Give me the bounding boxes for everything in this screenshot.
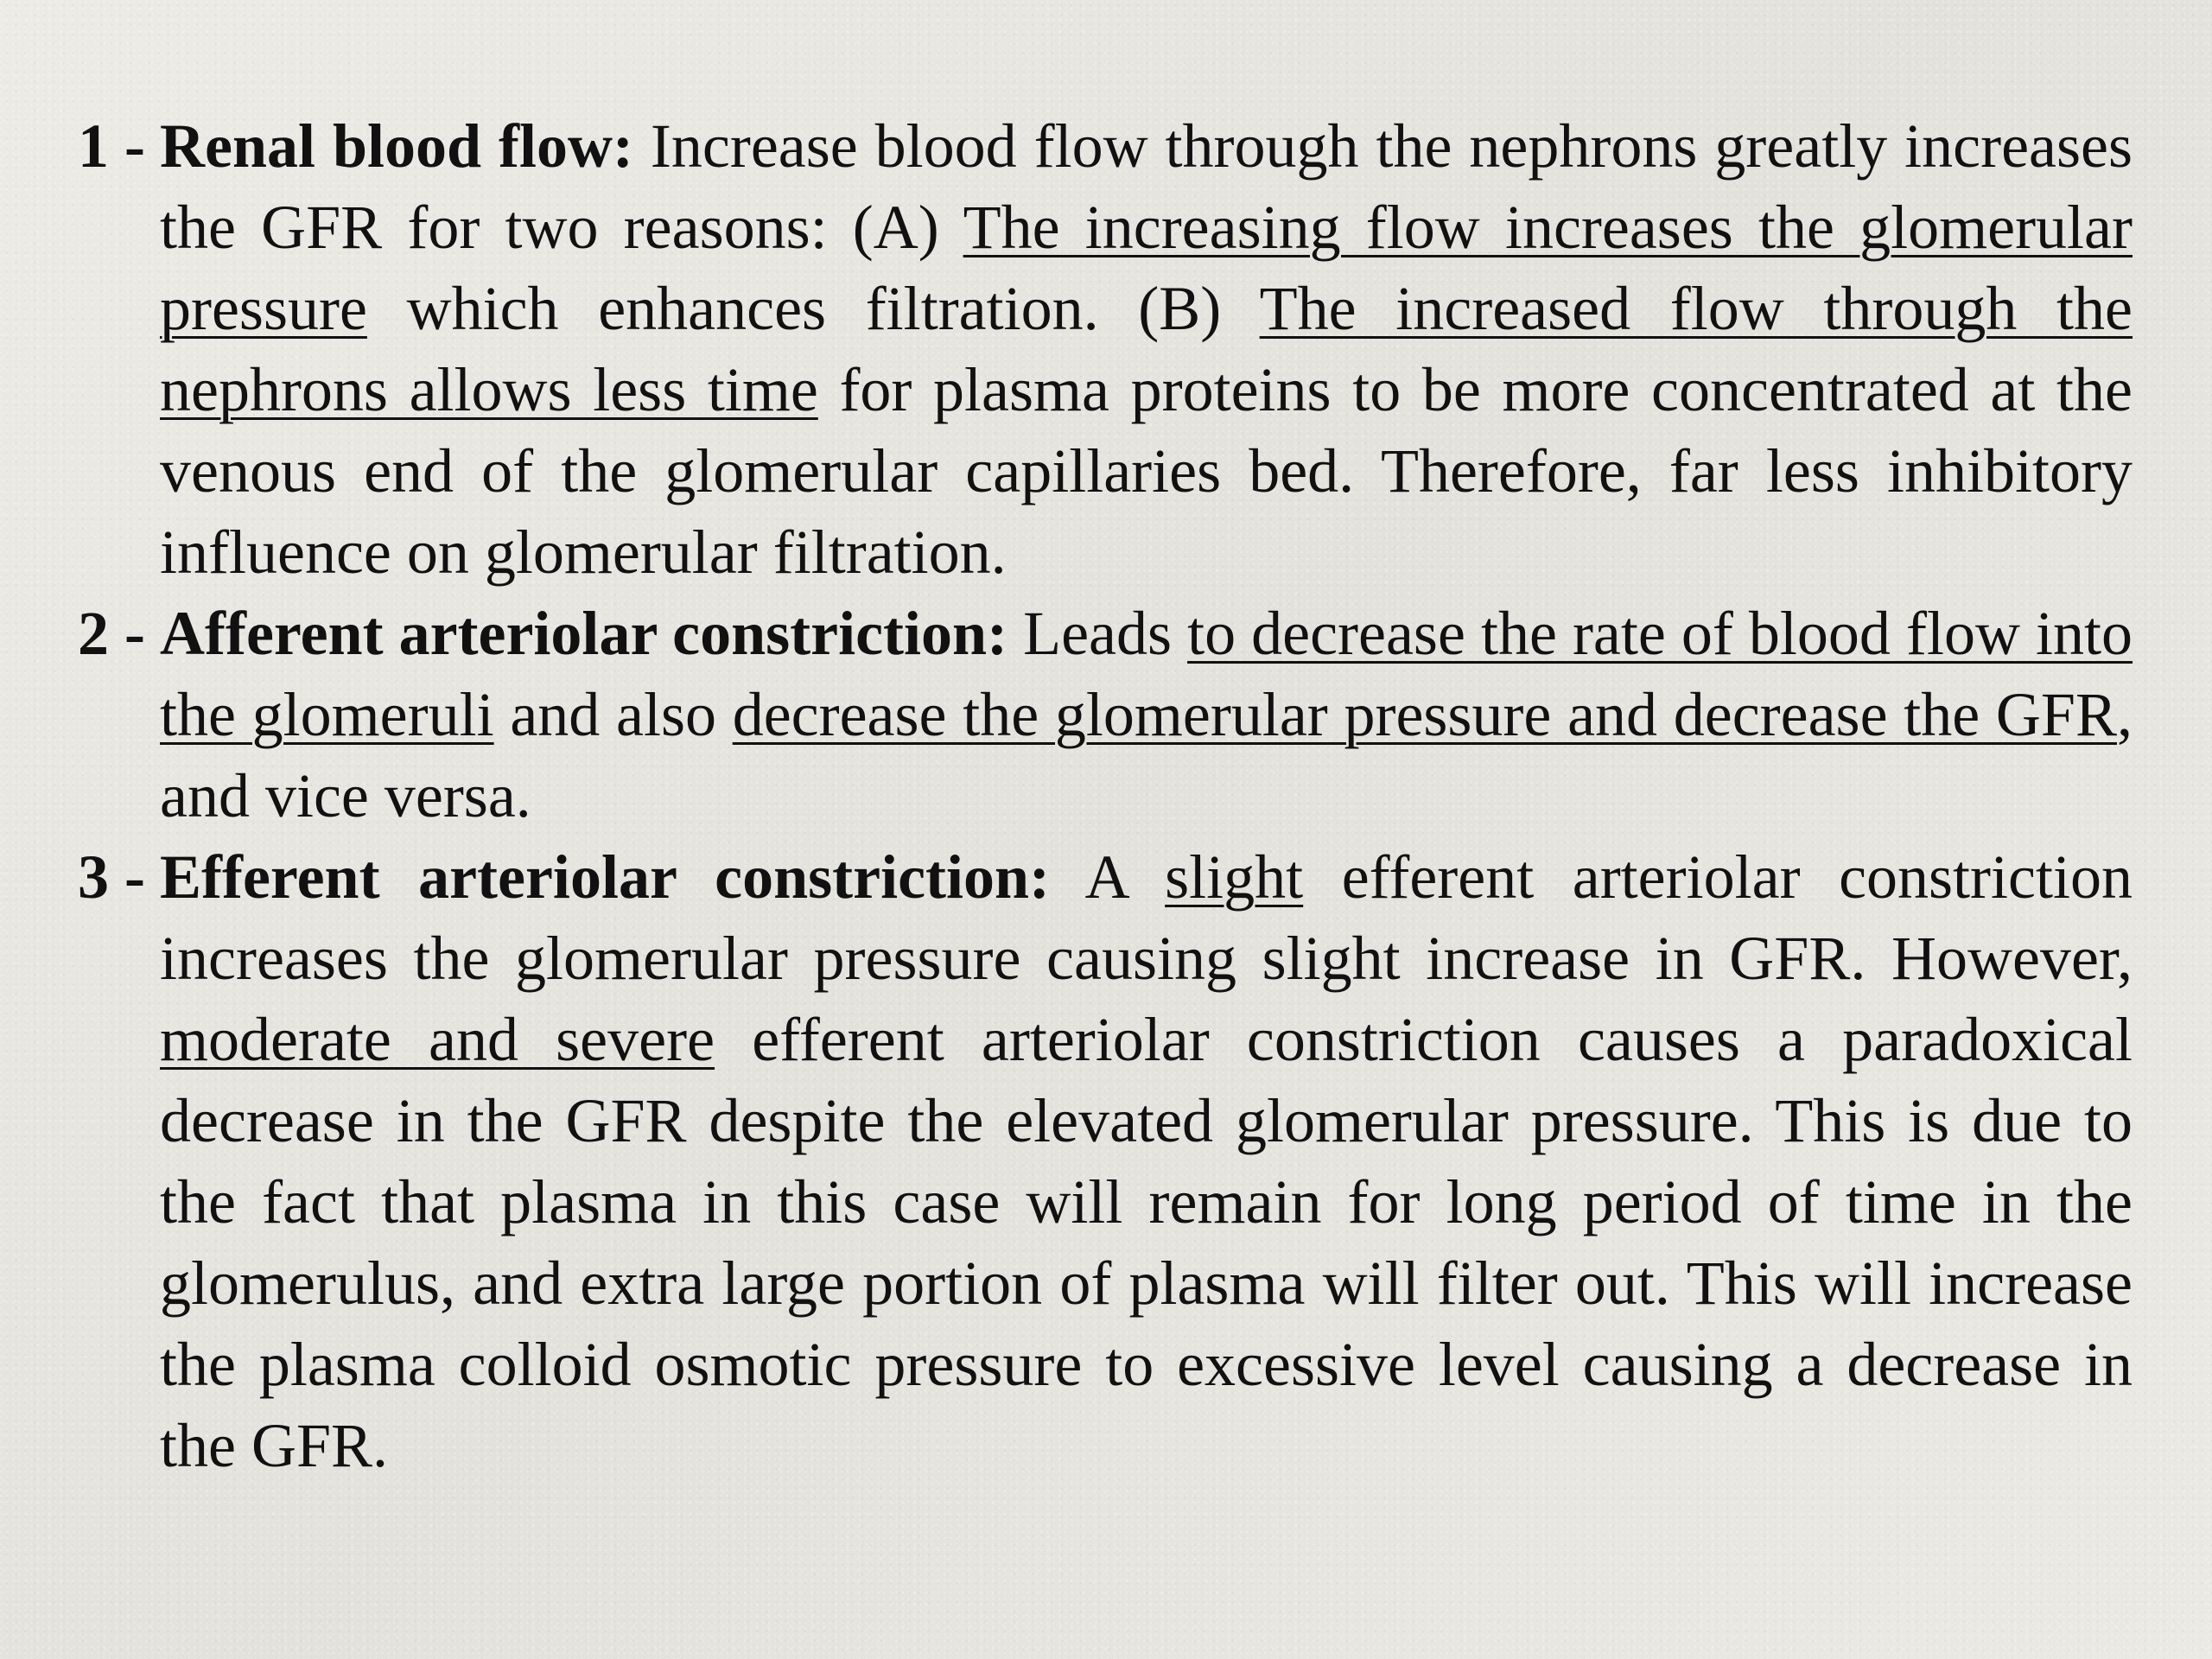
text-segment: efferent arteriolar constriction causes a paradoxical decrease in the GFR despite the elevated glomerular pressure. This is due to the fact that plasma in this case will remain for long period of time in the glomerulus, and extra large portion of plasma will filter out. This will increase the plasma colloid osmotic pressure to excessive level causing a decrease in the GFR. [160, 1005, 2133, 1480]
underlined-segment: to decrease the rate of blood flow into the glomeruli [160, 599, 2133, 749]
underlined-segment: slight [1165, 842, 1304, 912]
item-term: Renal blood flow: [160, 111, 633, 181]
item-term: Afferent arteriolar constriction: [160, 599, 1008, 668]
item-body [160, 105, 2133, 593]
underlined-segment: decrease the glomerular pressure and decrease the GFR [732, 680, 2117, 749]
item-number: 3 - [78, 842, 145, 912]
text-segment: for plasma proteins to be more concentrated at the venous end of the glomerular capillaries bed. Therefore, far less inhibitory influence on glomerular filtration. [160, 355, 2133, 587]
underlined-segment: The increased flow through the nephrons allows less time [160, 274, 2133, 424]
item-number: 2 - [78, 599, 145, 668]
item-body [160, 836, 2133, 1486]
underlined-segment: moderate and severe [160, 1005, 715, 1074]
list-item-1 [78, 105, 2133, 593]
text-segment: and also [493, 680, 733, 749]
item-number: 1 - [78, 111, 145, 181]
underlined-segment: The increasing flow increases the glomerular pressure [160, 193, 2133, 343]
text-segment: Leads [1007, 599, 1188, 668]
text-segment: Increase blood flow through the nephrons greatly increases the GFR for two reasons: (A) [160, 111, 2133, 262]
list-item-2 [78, 593, 2133, 836]
text-segment: which enhances filtration. (B) [366, 274, 1260, 343]
text-content [78, 105, 2133, 1486]
text-segment: , and vice versa. [160, 680, 2133, 830]
list-item-3 [78, 836, 2133, 1486]
item-body [160, 593, 2133, 836]
text-segment: A [1050, 842, 1166, 912]
text-segment: efferent arteriolar constriction increases the glomerular pressure causing slight increase in GFR. However, [160, 842, 2133, 993]
item-term: Efferent arteriolar constriction: [160, 842, 1051, 912]
